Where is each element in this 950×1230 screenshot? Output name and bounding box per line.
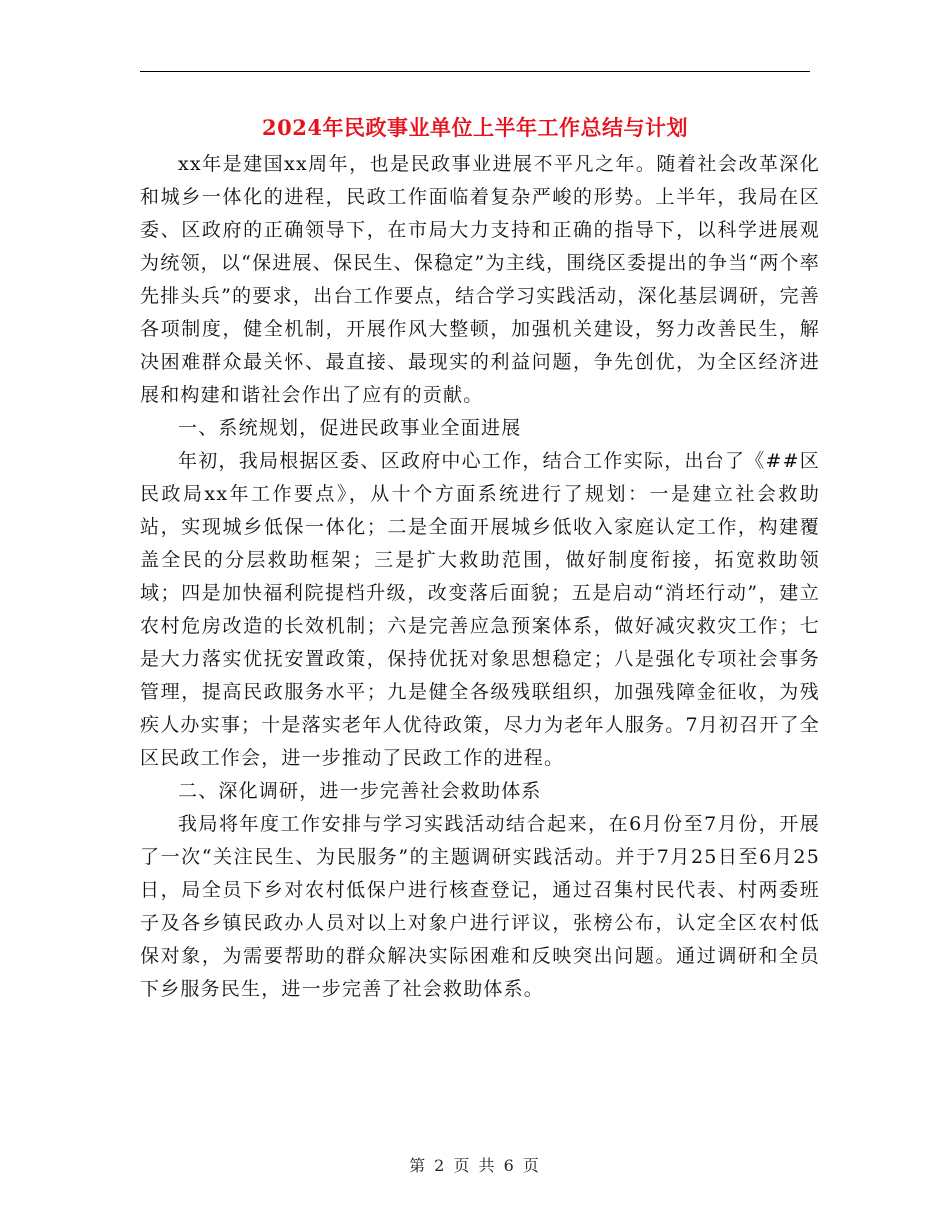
document-body (140, 148, 820, 1006)
section-heading-1: 一、系统规划，促进民政事业全面进展 (178, 417, 522, 439)
header-rule (140, 71, 810, 72)
document-title: 2024年民政事业单位上半年工作总结与计划 (262, 115, 688, 140)
section-2-paragraph: 我局将年度工作安排与学习实践活动结合起来，在6月份至7月份，开展了一次“关注民生、为民服务”的主题调研实践活动。并于7月25日至6月25日，局全员下乡对农村低保户进行核查登记，通过召集村民代表、村两委班子及各乡镇民政办人员对以上对象户进行评议，张榜公布，认定全区农村低保对象，为需要帮助的群众解决实际困难和反映突出问题。通过调研和全员下乡服务民生，进一步完善了社会救助体系。 (140, 813, 820, 1000)
intro-paragraph: xx年是建国xx周年，也是民政事业进展不平凡之年。随着社会改革深化和城乡一体化的进程，民政工作面临着复杂严峻的形势。上半年，我局在区委、区政府的正确领导下，在市局大力支持和正确的指导下，以科学进展观为统领，以“保进展、保民生、保稳定”为主线，围绕区委提出的争当“两个率先排头兵”的要求，出台工作要点，结合学习实践活动，深化基层调研，完善各项制度，健全机制，开展作风大整顿，加强机关建设，努力改善民生，解决困难群众最关怀、最直接、最现实的利益问题，争先创优，为全区经济进展和构建和谐社会作出了应有的贡献。 (140, 153, 820, 406)
section-1-paragraph: 年初，我局根据区委、区政府中心工作，结合工作实际，出台了《##区民政局xx年工作要点》，从十个方面系统进行了规划：一是建立社会救助站，实现城乡低保一体化；二是全面开展城乡低收入家庭认定工作，构建覆盖全民的分层救助框架；三是扩大救助范围，做好制度衔接，拓宽救助领域；四是加快福利院提档升级，改变落后面貌；五是启动“消坯行动”，建立农村危房改造的长效机制；六是完善应急预案体系，做好减灾救灾工作；七是大力落实优抚安置政策，保持优抚对象思想稳定；八是强化专项社会事务管理，提高民政服务水平；九是健全各级残联组织，加强残障金征收，为残疾人办实事；十是落实老年人优待政策，尽力为老年人服务。7月初召开了全区民政工作会，进一步推动了民政工作的进程。 (140, 450, 820, 769)
page-number-footer: 第 2 页 共 6 页 (409, 1156, 541, 1175)
section-heading-2: 二、深化调研，进一步完善社会救助体系 (178, 780, 542, 802)
